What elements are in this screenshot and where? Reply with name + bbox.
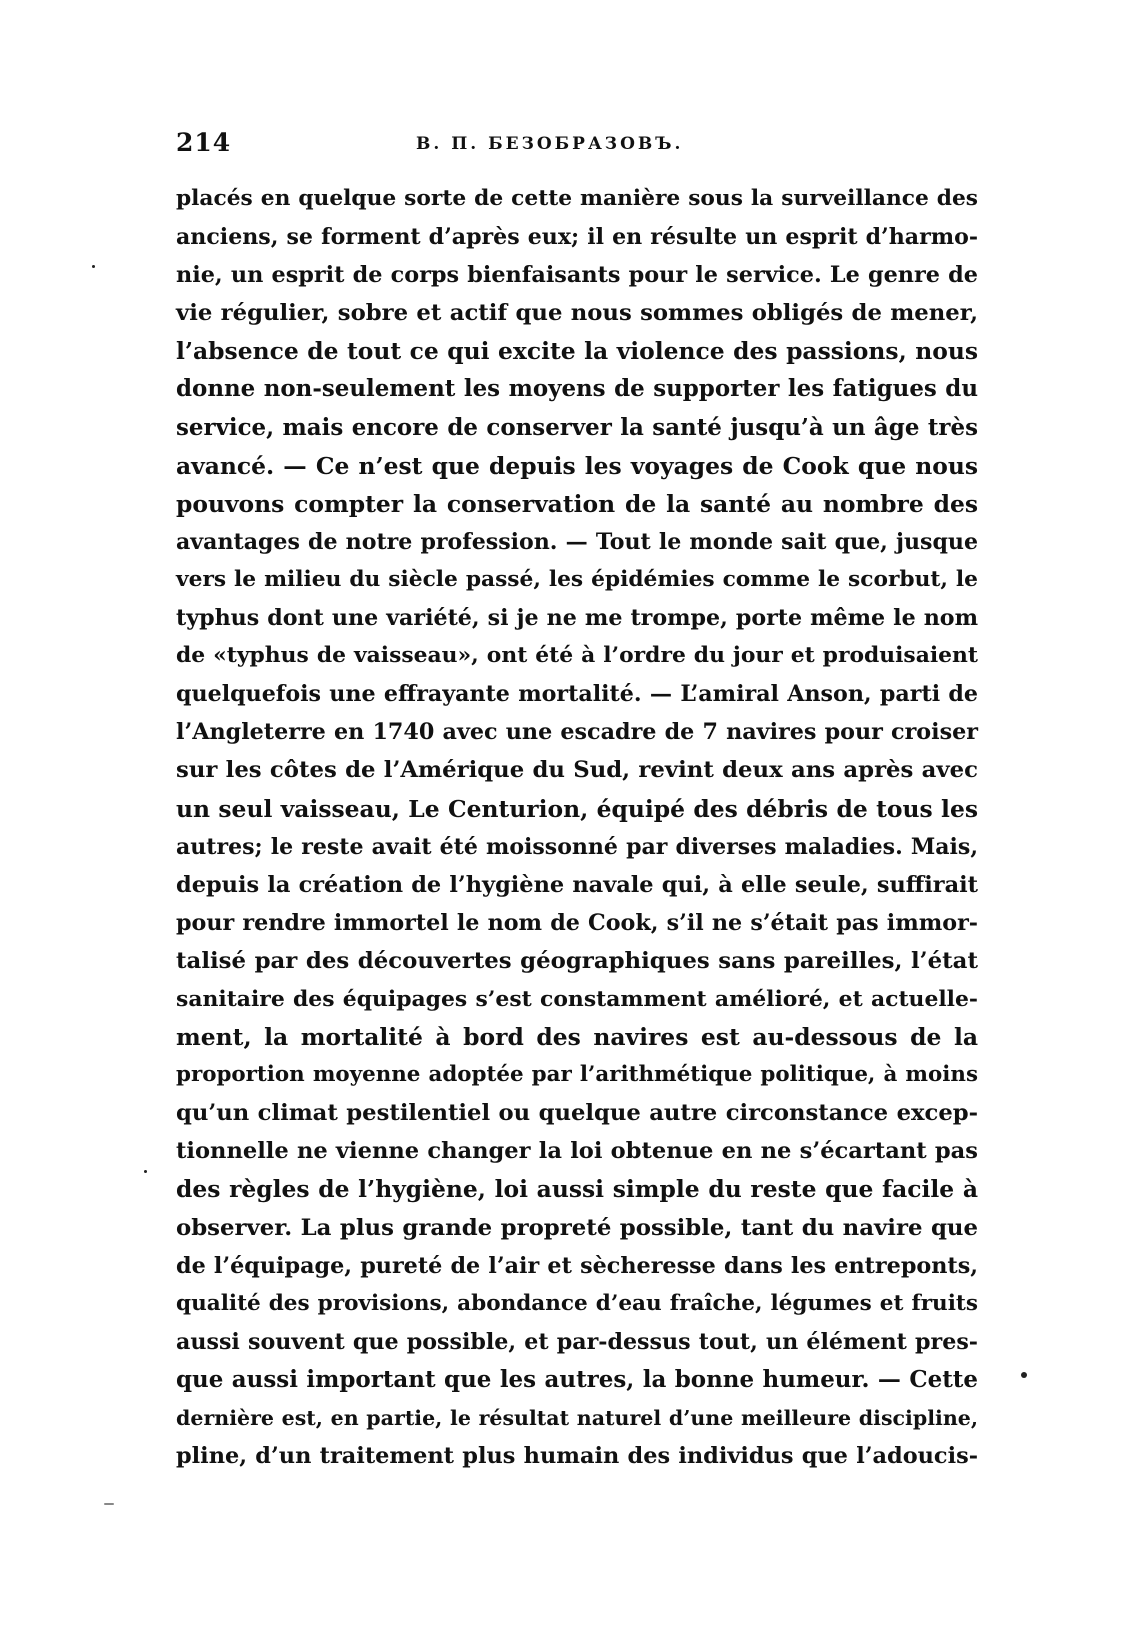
text-line: l’absence de tout ce qui excite la violence des passions, nous [176,337,978,366]
text-line: sur les côtes de l’Amérique du Sud, revint deux ans après avec [176,757,978,784]
text-line: que aussi important que les autres, la bonne humeur. — Cette [176,1365,978,1393]
text-line: sanitaire des équipages s’est constamment amélioré, et actuelle- [176,985,978,1012]
text-line: de l’équipage, pureté de l’air et sècheresse dans les entreponts, [176,1252,978,1279]
text-line: dernière est, en partie, le résultat naturel d’une meilleure discipline, [176,1406,978,1430]
running-head [176,128,940,168]
text-line: pouvons compter la conservation de la santé au nombre des [176,489,978,518]
text-line: autres; le reste avait été moissonné par diverses maladies. Mais, [176,833,978,860]
text-line: quelquefois une effrayante mortalité. — L’amiral Anson, parti de [176,681,978,708]
running-head-author: В. П. БЕЗОБРАЗОВЪ. [416,134,684,154]
text-line: qualité des provisions, abondance d’eau fraîche, légumes et fruits [176,1290,978,1316]
text-line: talisé par des découvertes géographiques sans pareilles, l’état [176,947,978,974]
text-line: un seul vaisseau, Le Centurion, équipé des débris de tous les [176,794,978,823]
text-line: nie, un esprit de corps bienfaisants pour le service. Le genre de [176,262,978,289]
scan-speck [144,1170,147,1173]
text-line: ment, la mortalité à bord des navires est au-dessous de la [176,1023,978,1052]
scan-speck [92,265,95,268]
text-line: observer. La plus grande propreté possible, tant du navire que [176,1214,978,1241]
text-line: tionnelle ne vienne changer la loi obtenue en ne s’écartant pas [176,1138,978,1165]
text-line: avancé. — Ce n’est que depuis les voyages de Cook que nous [176,451,978,480]
text-line: service, mais encore de conserver la santé jusqu’à un âge très [176,413,978,441]
text-line: placés en quelque sorte de cette manière sous la surveillance des [176,186,978,211]
text-line: vie régulier, sobre et actif que nous sommes obligés de mener, [176,300,978,327]
text-line: vers le milieu du siècle passé, les épidémies comme le scorbut, le [176,566,978,592]
scan-speck [104,1503,114,1505]
text-line: depuis la création de l’hygiène navale qui, à elle seule, suffirait [176,871,978,898]
text-line: l’Angleterre en 1740 avec une escadre de 7 navires pour croiser [176,719,978,746]
text-line: pline, d’un traitement plus humain des individus que l’adoucis- [176,1443,978,1470]
text-line: de «typhus de vaisseau», ont été à l’ordre du jour et produisaient [176,643,978,669]
scan-speck [1021,1372,1027,1378]
text-line: des règles de l’hygiène, loi aussi simple du reste que facile à [176,1175,978,1204]
text-line: avantages de notre profession. — Tout le monde sait que, jusque [176,528,978,555]
page-number: 214 [176,128,232,157]
text-line: donne non-seulement les moyens de supporter les fatigues du [176,375,978,403]
text-line: aussi souvent que possible, et par-dessus tout, un élément pres- [176,1328,978,1355]
text-line: anciens, se forment d’après eux; il en résulte un esprit d’harmo- [176,224,978,251]
body-paragraph [176,180,978,1475]
text-line: pour rendre immortel le nom de Cook, s’il ne s’était pas immor- [176,909,978,936]
text-line: qu’un climat pestilentiel ou quelque autre circonstance excep- [176,1100,978,1127]
text-line: typhus dont une variété, si je ne me trompe, porte même le nom [176,605,978,632]
text-line: proportion moyenne adoptée par l’arithmétique politique, à moins [176,1062,978,1088]
